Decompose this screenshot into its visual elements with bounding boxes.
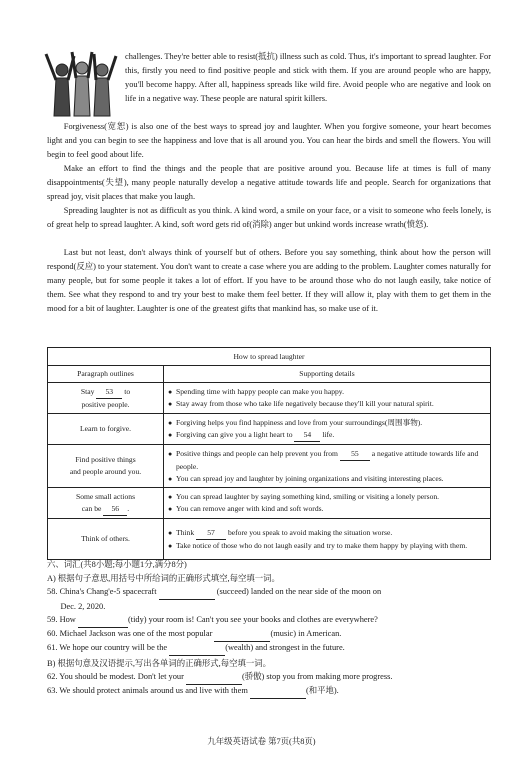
question-61: 61. We hope our country will be the (wealth) and strongest in the future. bbox=[47, 641, 491, 656]
list-item: ● Think 57 before you speak to avoid making the situation worse. bbox=[168, 527, 486, 540]
answer-blank-58[interactable] bbox=[159, 585, 215, 600]
question-62: 62. You should be modest. Don't let your (骄傲) stop you from making more progress. bbox=[47, 670, 491, 685]
section-heading: 六、词汇(共8小题;每小题1分,满分8分) bbox=[47, 560, 187, 569]
list-item: ● Stay away from those who take life negatively because they'll kill your natural spirit. bbox=[168, 398, 486, 410]
list-item: ● Positive things and people can help prevent you from 55 a negative attitude towards life and people. bbox=[168, 448, 486, 473]
blank-54[interactable]: 54 bbox=[294, 429, 320, 442]
list-item: ● You can spread joy and laughter by joining organizations and visiting interesting places. bbox=[168, 473, 486, 485]
table-row: Stay 53 to positive people. ● Spending time with happy people can make you happy. ● Stay away from those who take life negatively because they'll kill your natural spirit. bbox=[48, 383, 491, 414]
part-b-instructions: B) 根据句意及汉语提示,写出各单词的正确形式,每空填一词。 bbox=[47, 659, 272, 668]
list-item: ● Spending time with happy people can make you happy. bbox=[168, 386, 486, 398]
answer-blank-61[interactable] bbox=[169, 641, 225, 656]
table-title: How to spread laughter bbox=[48, 348, 491, 366]
answer-blank-63[interactable] bbox=[250, 684, 306, 699]
blank-56[interactable]: 56 bbox=[103, 503, 127, 516]
question-63: 63. We should protect animals around us and live with them (和平地). bbox=[47, 684, 491, 699]
paragraph-4: Spreading laughter is not as difficult as you think. A kind word, a smile on your face, or a visit to someone who feels lonely, is of great help to spread laughter. A kind, soft word gets rid of(消除) anger but unkind words increase wrath(愤怒). bbox=[47, 206, 491, 229]
list-item: ● Forgiving helps you find happiness and love from your surroundings(周围事物). bbox=[168, 417, 486, 429]
table-row: Find positive things and people around you. ● Positive things and people can help prevent you from 55 a negative attitude towards life and people. ● You can spread joy and laughter by joining organizations and visiting interesting places. bbox=[48, 445, 491, 488]
col-header-outlines: Paragraph outlines bbox=[48, 366, 164, 383]
paragraph-5: Last but not least, don't always think of yourself but of others. Before you say something, think about how the person will respond(反应) to your statement. You don't want to create a case where you are adding to the problem. Laughter comes naturally for many people, but for some people it takes a lot of effort. If you have to be around those who do not laugh easily, take notice of them. See what they respond to and try your best to make them feel better. If they will allow it, play with them to get them in the mood for a bit of laughter. Laughter is one of the greatest gifts that mankind has, so make use of it. bbox=[47, 248, 491, 313]
paragraph-2: Forgiveness(宽恕) is also one of the best ways to spread joy and laughter. When you forgive someone, your heart becomes light and you can begin to see the happiness and love that is all around you. You can hear the birds and smell the flowers. You will begin to feel good about life. bbox=[47, 122, 491, 159]
question-59: 59. How (tidy) your room is! Can't you see your books and clothes are everywhere? bbox=[47, 613, 491, 628]
blank-55[interactable]: 55 bbox=[340, 448, 370, 461]
answer-blank-60[interactable] bbox=[214, 627, 270, 642]
cheering-people-illustration bbox=[44, 48, 118, 118]
question-58: 58. China's Chang'e-5 spacecraft (succeed) landed on the near side of the moon on Dec. 2, 2020. bbox=[47, 587, 382, 611]
list-item: ● Take notice of those who do not laugh easily and try to make them happy by playing with them. bbox=[168, 540, 486, 552]
answer-blank-59[interactable] bbox=[78, 613, 128, 628]
table-row: Learn to forgive. ● Forgiving helps you find happiness and love from your surroundings(周围事物). ● Forgiving can give you a light heart to 54 life. bbox=[48, 414, 491, 445]
col-header-details: Supporting details bbox=[164, 366, 491, 383]
list-item: ● You can spread laughter by saying something kind, smiling or visiting a lonely person. bbox=[168, 491, 486, 503]
part-a-instructions: A) 根据句子意思,用括号中所给词的正确形式填空,每空填一词。 bbox=[47, 574, 280, 583]
answer-blank-62[interactable] bbox=[186, 670, 242, 685]
question-60: 60. Michael Jackson was one of the most popular (music) in American. bbox=[47, 627, 491, 642]
table-row: Some small actions can be 56 . ● You can spread laughter by saying something kind, smiling or visiting a lonely person. ● You can remove anger with kind and soft words. bbox=[48, 488, 491, 519]
list-item: ● Forgiving can give you a light heart to 54 life. bbox=[168, 429, 486, 442]
list-item: ● You can remove anger with kind and soft words. bbox=[168, 503, 486, 515]
page-footer: 九年级英语试卷 第7页(共8页) bbox=[207, 737, 316, 746]
blank-57[interactable]: 57 bbox=[196, 527, 226, 540]
paragraph-1: challenges. They're better able to resist(抵抗) illness such as cold. Thus, it's important to spread laughter. For this, firstly you need to find positive people and stick with them. If you are around people who are happy, you'll become happy. After all, happiness spreads like wild fire. Avoid people who are negative and look on life in a negative way. These people are natural spirit killers. bbox=[125, 52, 491, 103]
table-row: Think of others. ● Think 57 before you speak to avoid making the situation worse. ● Take notice of those who do not laugh easily and try to make them happy by playing with them. bbox=[48, 519, 491, 560]
paragraph-3: Make an effort to find the things and the people that are positive around you. Because life at times is full of many disappointments(失望), many people naturally develop a negative attitude towards life and people. Search for organizations that spread joy, visit places that make you laugh. bbox=[47, 164, 491, 201]
outline-table bbox=[47, 347, 491, 560]
blank-53[interactable]: 53 bbox=[96, 386, 122, 399]
